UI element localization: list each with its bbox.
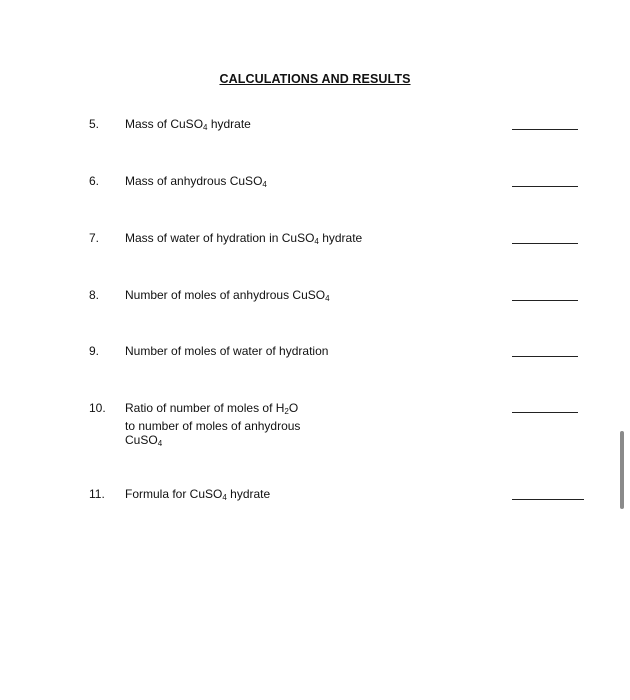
answer-blank-line	[512, 499, 584, 500]
question-label: Mass of water of hydration in CuSO$_4$ hydrate	[125, 231, 363, 246]
answer-blank-line	[512, 243, 578, 244]
answer-blank-line	[512, 186, 578, 187]
answer-blank-line	[512, 129, 578, 130]
page-title: CALCULATIONS AND RESULTS	[219, 72, 411, 86]
vertical-scrollbar[interactable]	[620, 431, 624, 509]
question-number: 9.	[89, 344, 100, 358]
question-label: Number of moles of anhydrous CuSO$_4$	[125, 288, 330, 303]
question-label: Mass of CuSO$_4$ hydrate	[125, 117, 251, 132]
question-label: Ratio of number of moles of $H_2O$ to number of moles of anhydrous CuSO$_4$	[125, 401, 301, 448]
question-number: 11.	[89, 487, 105, 501]
answer-blank-line	[512, 412, 578, 413]
question-number: 7.	[89, 231, 100, 245]
answer-blank-line	[512, 300, 578, 301]
question-number: 5.	[89, 117, 100, 131]
question-label: Formula for CuSO$_4$ hydrate	[125, 487, 271, 502]
question-number: 8.	[89, 288, 100, 302]
question-number: 10.	[89, 401, 106, 415]
question-label: Number of moles of water of hydration	[125, 344, 329, 358]
answer-blank-line	[512, 356, 578, 357]
question-label: Mass of anhydrous CuSO$_4$	[125, 174, 267, 189]
question-number: 6.	[89, 174, 100, 188]
